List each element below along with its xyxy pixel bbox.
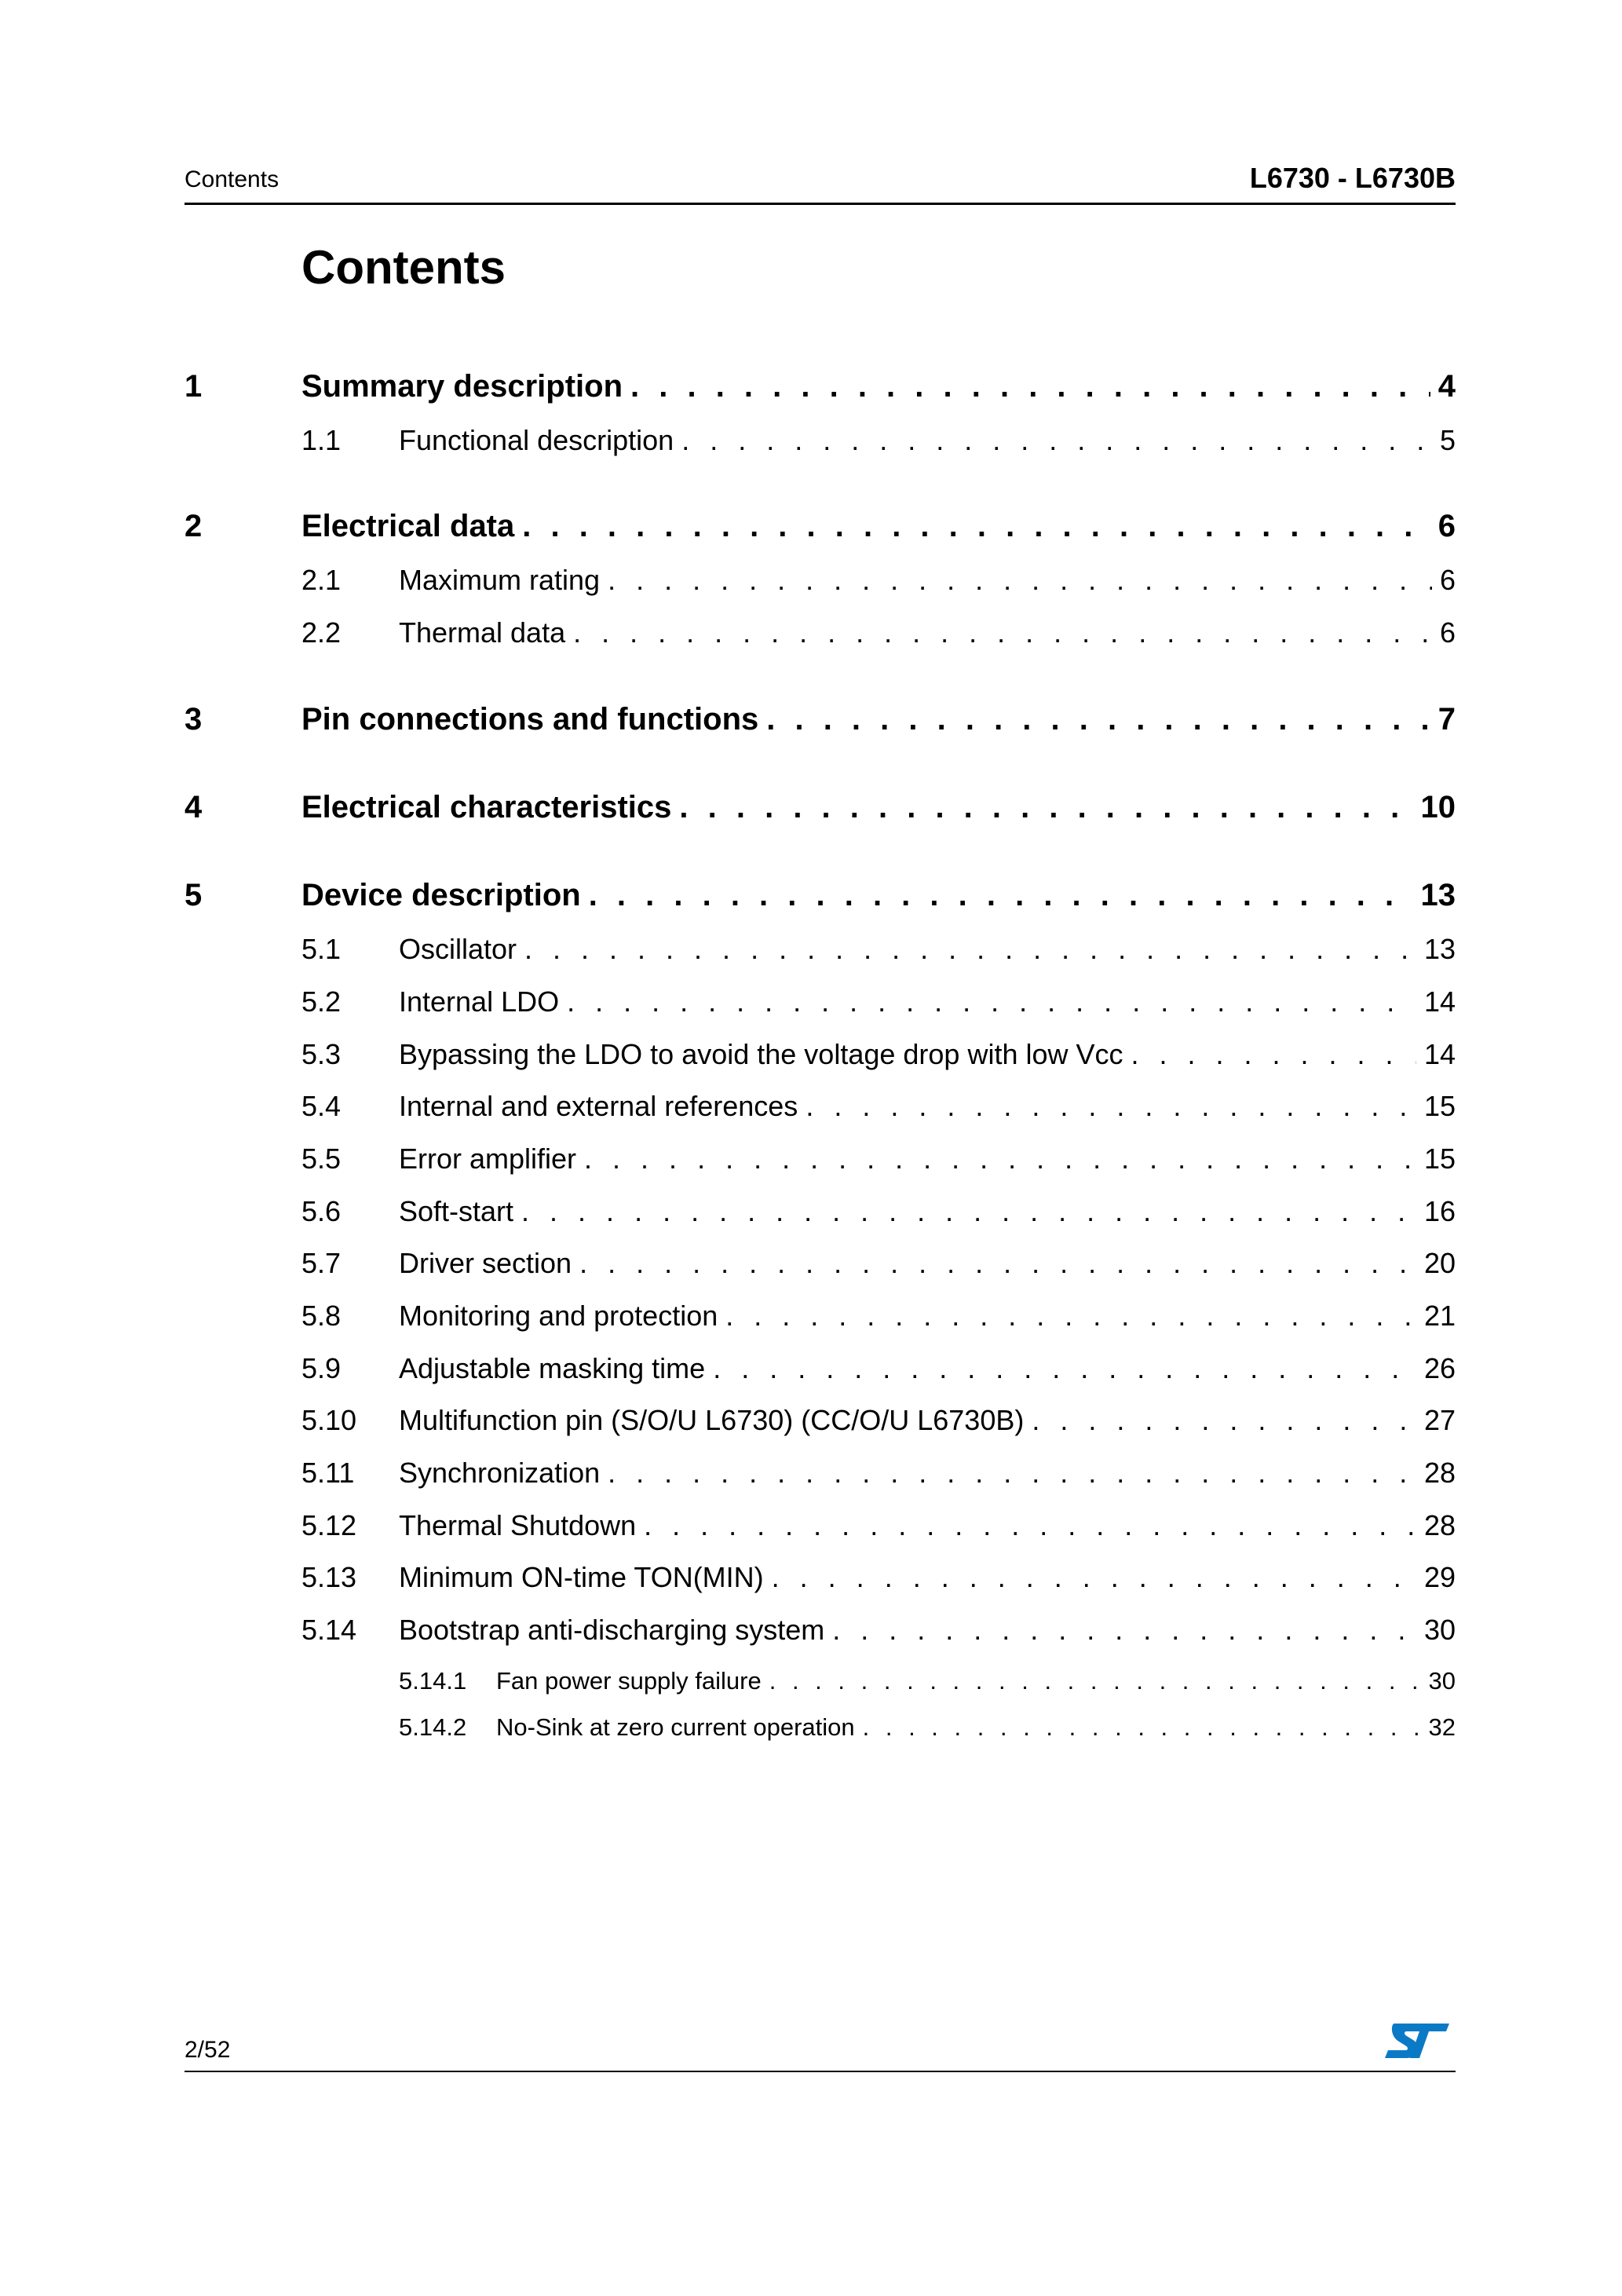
toc-number: 5.1 (301, 933, 342, 965)
toc-number: 5.4 (301, 1090, 342, 1122)
toc-page: 27 (1423, 1404, 1456, 1436)
toc-number: 5.2 (301, 985, 342, 1018)
st-logo-icon (1383, 2020, 1451, 2061)
toc-number: 4 (184, 790, 203, 824)
toc-page: 13 (1423, 933, 1456, 965)
toc-page: 30 (1423, 1614, 1456, 1646)
toc-page: 30 (1428, 1667, 1456, 1695)
toc-number: 5.13 (301, 1561, 357, 1593)
dot-leader (608, 1457, 1416, 1490)
toc-title: Thermal Shutdown (399, 1509, 637, 1541)
toc-title: Error amplifier (399, 1143, 577, 1175)
toc-page: 16 (1423, 1195, 1456, 1227)
toc-number: 5.12 (301, 1509, 357, 1541)
toc-number: 1.1 (301, 424, 342, 456)
toc-title: Thermal data (399, 616, 566, 649)
dot-leader (679, 790, 1412, 825)
toc-title: Soft-start (399, 1195, 514, 1227)
toc-page: 5 (1439, 424, 1456, 456)
toc-number: 5.14.1 (399, 1667, 467, 1695)
toc-title: No-Sink at zero current operation (496, 1713, 855, 1741)
toc-page: 13 (1420, 878, 1456, 912)
toc-number: 5 (184, 878, 203, 912)
toc-number: 5.5 (301, 1143, 342, 1175)
toc-page: 14 (1423, 1038, 1456, 1070)
toc-title: Device description (301, 878, 581, 912)
footer-rule (184, 2071, 1456, 2072)
dot-leader (681, 424, 1432, 457)
toc-title: Multifunction pin (S/O/U L6730) (CC/O/U L6730B) (399, 1404, 1025, 1436)
toc-number: 3 (184, 702, 203, 737)
dot-leader (766, 702, 1430, 737)
header-rule (184, 203, 1456, 205)
toc-title: Summary description (301, 369, 623, 404)
toc-number: 5.6 (301, 1195, 342, 1227)
dot-leader (1131, 1038, 1416, 1071)
toc-title: Adjustable masking time (399, 1352, 706, 1384)
toc-page: 28 (1423, 1457, 1456, 1489)
toc-title: Bypassing the LDO to avoid the voltage drop with low Vcc (399, 1038, 1123, 1070)
dot-leader (772, 1561, 1416, 1594)
toc-page: 28 (1423, 1509, 1456, 1541)
toc-title: Electrical data (301, 509, 515, 543)
dot-leader (579, 1247, 1416, 1280)
toc-page: 20 (1423, 1247, 1456, 1279)
page-title: Contents (301, 241, 506, 294)
toc-number: 2.2 (301, 616, 342, 649)
toc-number: 5.11 (301, 1457, 355, 1489)
toc-number: 2.1 (301, 564, 342, 596)
toc-title: Minimum ON-time TON(MIN) (399, 1561, 764, 1593)
toc-page: 15 (1423, 1090, 1456, 1122)
toc-title: Electrical characteristics (301, 790, 672, 824)
toc-title: Driver section (399, 1247, 572, 1279)
toc-title: Bootstrap anti-discharging system (399, 1614, 825, 1646)
toc-title: Pin connections and functions (301, 702, 759, 737)
toc-title: Fan power supply failure (496, 1667, 762, 1695)
dot-leader (608, 564, 1432, 597)
toc-title: Functional description (399, 424, 674, 456)
dot-leader (644, 1509, 1416, 1542)
toc-page: 6 (1438, 509, 1456, 543)
toc-page: 6 (1439, 616, 1456, 649)
dot-leader (769, 1667, 1421, 1695)
toc-title: Internal and external references (399, 1090, 798, 1122)
page-number: 2/52 (184, 2037, 231, 2063)
toc-number: 5.8 (301, 1300, 342, 1332)
toc-title: Oscillator (399, 933, 517, 965)
toc-page: 29 (1423, 1561, 1456, 1593)
dot-leader (630, 369, 1430, 404)
toc-page: 32 (1428, 1713, 1456, 1741)
dot-leader (713, 1352, 1416, 1385)
running-header-section: Contents (184, 166, 279, 192)
dot-leader (521, 1195, 1416, 1228)
dot-leader (573, 616, 1432, 649)
dot-leader (524, 933, 1416, 966)
toc-number: 5.7 (301, 1247, 342, 1279)
dot-leader (1032, 1404, 1416, 1437)
dot-leader (567, 985, 1416, 1018)
dot-leader (863, 1713, 1421, 1742)
toc-title: Internal LDO (399, 985, 560, 1018)
toc-page: 10 (1420, 790, 1456, 824)
dot-leader (806, 1090, 1416, 1123)
dot-leader (832, 1614, 1416, 1647)
dot-leader (584, 1143, 1416, 1175)
toc-page: 4 (1438, 369, 1456, 404)
toc-title: Monitoring and protection (399, 1300, 718, 1332)
toc-number: 2 (184, 509, 203, 543)
toc-number: 5.3 (301, 1038, 342, 1070)
toc-page: 7 (1438, 702, 1456, 737)
toc-page: 14 (1423, 985, 1456, 1018)
toc-page: 6 (1439, 564, 1456, 596)
toc-title: Maximum rating (399, 564, 601, 596)
dot-leader (589, 878, 1413, 913)
toc-number: 5.14 (301, 1614, 357, 1646)
running-header-title: L6730 - L6730B (1249, 162, 1456, 194)
toc-page: 21 (1423, 1300, 1456, 1332)
dot-leader (522, 509, 1430, 544)
toc-number: 1 (184, 369, 203, 404)
toc-page: 15 (1423, 1143, 1456, 1175)
toc-number: 5.14.2 (399, 1713, 467, 1741)
toc-title: Synchronization (399, 1457, 601, 1489)
toc-number: 5.10 (301, 1404, 357, 1436)
dot-leader (725, 1300, 1416, 1333)
toc-number: 5.9 (301, 1352, 342, 1384)
toc-page: 26 (1423, 1352, 1456, 1384)
